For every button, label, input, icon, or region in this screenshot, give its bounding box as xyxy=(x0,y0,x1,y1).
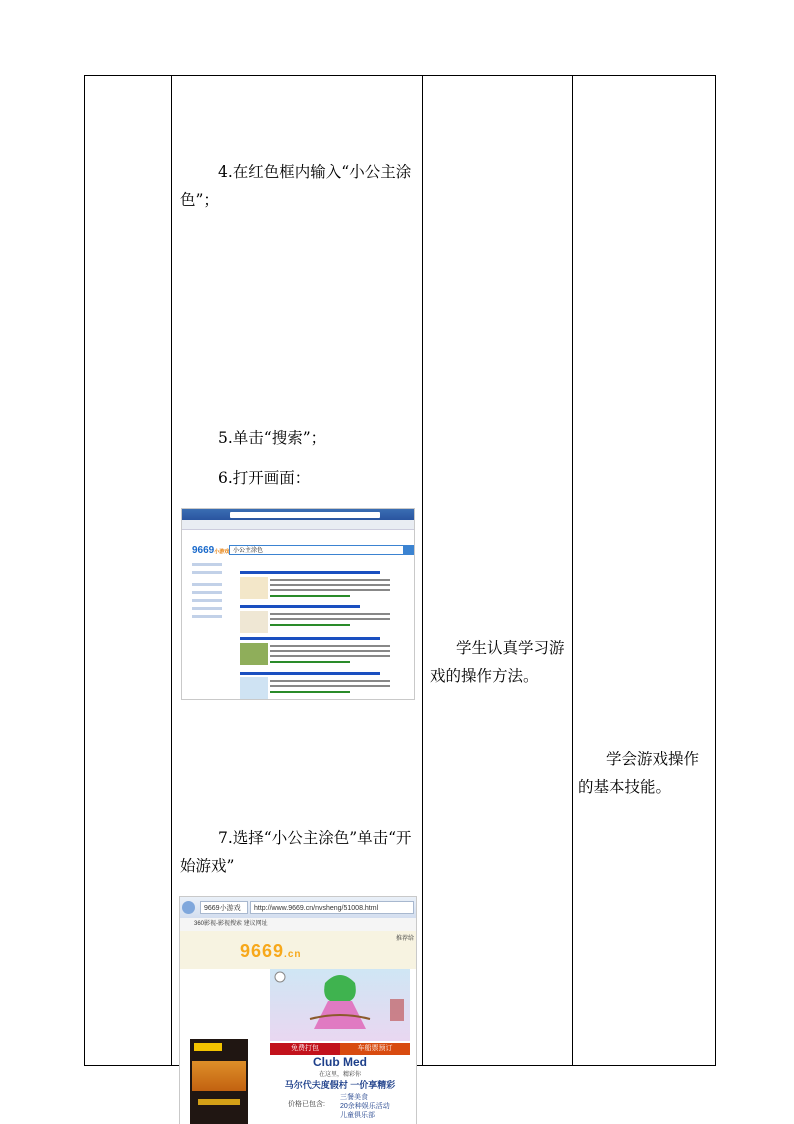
table-top-border xyxy=(84,75,716,76)
sidebar-line xyxy=(192,571,222,574)
site-logo: 9669.cn xyxy=(240,941,302,961)
ad-panel[interactable] xyxy=(270,1055,410,1124)
result-thumbnail xyxy=(240,643,268,665)
banner-graphic xyxy=(192,1061,246,1091)
banner-logo xyxy=(194,1043,222,1051)
princess-illustration xyxy=(270,969,410,1041)
table-right-border xyxy=(715,75,716,1066)
result-snippet xyxy=(270,584,390,586)
result-snippet xyxy=(270,618,390,620)
step-6-text: 6.打开画面： xyxy=(218,469,311,487)
ad-item: 儿童俱乐部 xyxy=(340,1112,375,1119)
ad-tab[interactable]: 免费打包 xyxy=(270,1043,340,1055)
ad-brand: Club Med xyxy=(313,1055,367,1069)
url-field[interactable]: http://www.9669.cn/nvsheng/51008.html xyxy=(250,901,414,914)
search-results-screenshot xyxy=(181,508,415,700)
result-snippet xyxy=(270,613,390,615)
result-snippet xyxy=(270,645,390,647)
step-7-text: 7.选择“小公主涂色”单击“开始游戏” xyxy=(180,829,412,875)
top-right-link[interactable]: 推荐给 xyxy=(395,936,414,942)
sidebar-line xyxy=(192,591,222,594)
col-divider-3 xyxy=(572,75,573,1066)
banner-strip xyxy=(198,1099,240,1105)
result-snippet xyxy=(270,685,390,687)
sidebar-line xyxy=(192,607,222,610)
ad-title: 马尔代夫度假村 一价享精彩 xyxy=(284,1080,396,1090)
ad-item: 20余种娱乐活动 xyxy=(340,1103,390,1110)
sidebar-line xyxy=(192,615,222,618)
result-url xyxy=(270,661,350,663)
result-thumbnail xyxy=(240,577,268,599)
address-bar xyxy=(230,512,380,518)
ad-subtitle: 在这里，精彩你 xyxy=(318,1072,361,1078)
result-url xyxy=(270,691,350,693)
search-input[interactable]: 小公主涂色 xyxy=(229,545,404,555)
result-snippet xyxy=(270,655,390,657)
browser-tab[interactable]: 9669小游戏 xyxy=(200,901,248,914)
result-title[interactable] xyxy=(240,672,380,675)
result-thumbnail xyxy=(240,611,268,633)
result-snippet xyxy=(270,579,390,581)
sidebar-line xyxy=(192,599,222,602)
game-preview[interactable] xyxy=(270,969,410,1041)
favorites-bar: 360影视-影视搜索 建议网址 xyxy=(180,918,416,932)
game-page-screenshot xyxy=(179,896,417,1124)
result-url xyxy=(270,624,350,626)
result-title[interactable] xyxy=(240,605,360,608)
result-url xyxy=(270,595,350,597)
step-4-text: 4.在红色框内输入“小公主涂色”； xyxy=(180,163,412,209)
site-logo: 9669小游戏 xyxy=(192,545,230,556)
step-5-text: 5.单击“搜索”； xyxy=(218,429,327,447)
student-activity-text: 学生认真学习游戏的操作方法。 xyxy=(430,639,565,685)
result-snippet xyxy=(270,589,390,591)
ad-price-label: 价格已包含: xyxy=(288,1101,325,1108)
ad-tabs xyxy=(270,1043,410,1055)
back-icon[interactable] xyxy=(182,901,195,914)
ad-tab[interactable]: 车船票预订 xyxy=(340,1043,410,1055)
purpose-text: 学会游戏操作的基本技能。 xyxy=(578,750,700,796)
result-snippet xyxy=(270,650,390,652)
favorites-bar xyxy=(182,520,414,530)
result-snippet xyxy=(270,680,390,682)
ad-item-list xyxy=(340,1093,390,1120)
search-button[interactable] xyxy=(404,545,414,555)
result-title[interactable] xyxy=(240,571,380,574)
sidebar-line xyxy=(192,583,222,586)
side-ad-banner[interactable] xyxy=(190,1039,248,1124)
result-thumbnail xyxy=(240,677,268,699)
result-title[interactable] xyxy=(240,637,380,640)
table-left-border xyxy=(84,75,85,1066)
sidebar-line xyxy=(192,563,222,566)
ad-item: 三餐美食 xyxy=(340,1094,368,1101)
col-divider-1 xyxy=(171,75,172,1066)
col-divider-2 xyxy=(422,75,423,1066)
